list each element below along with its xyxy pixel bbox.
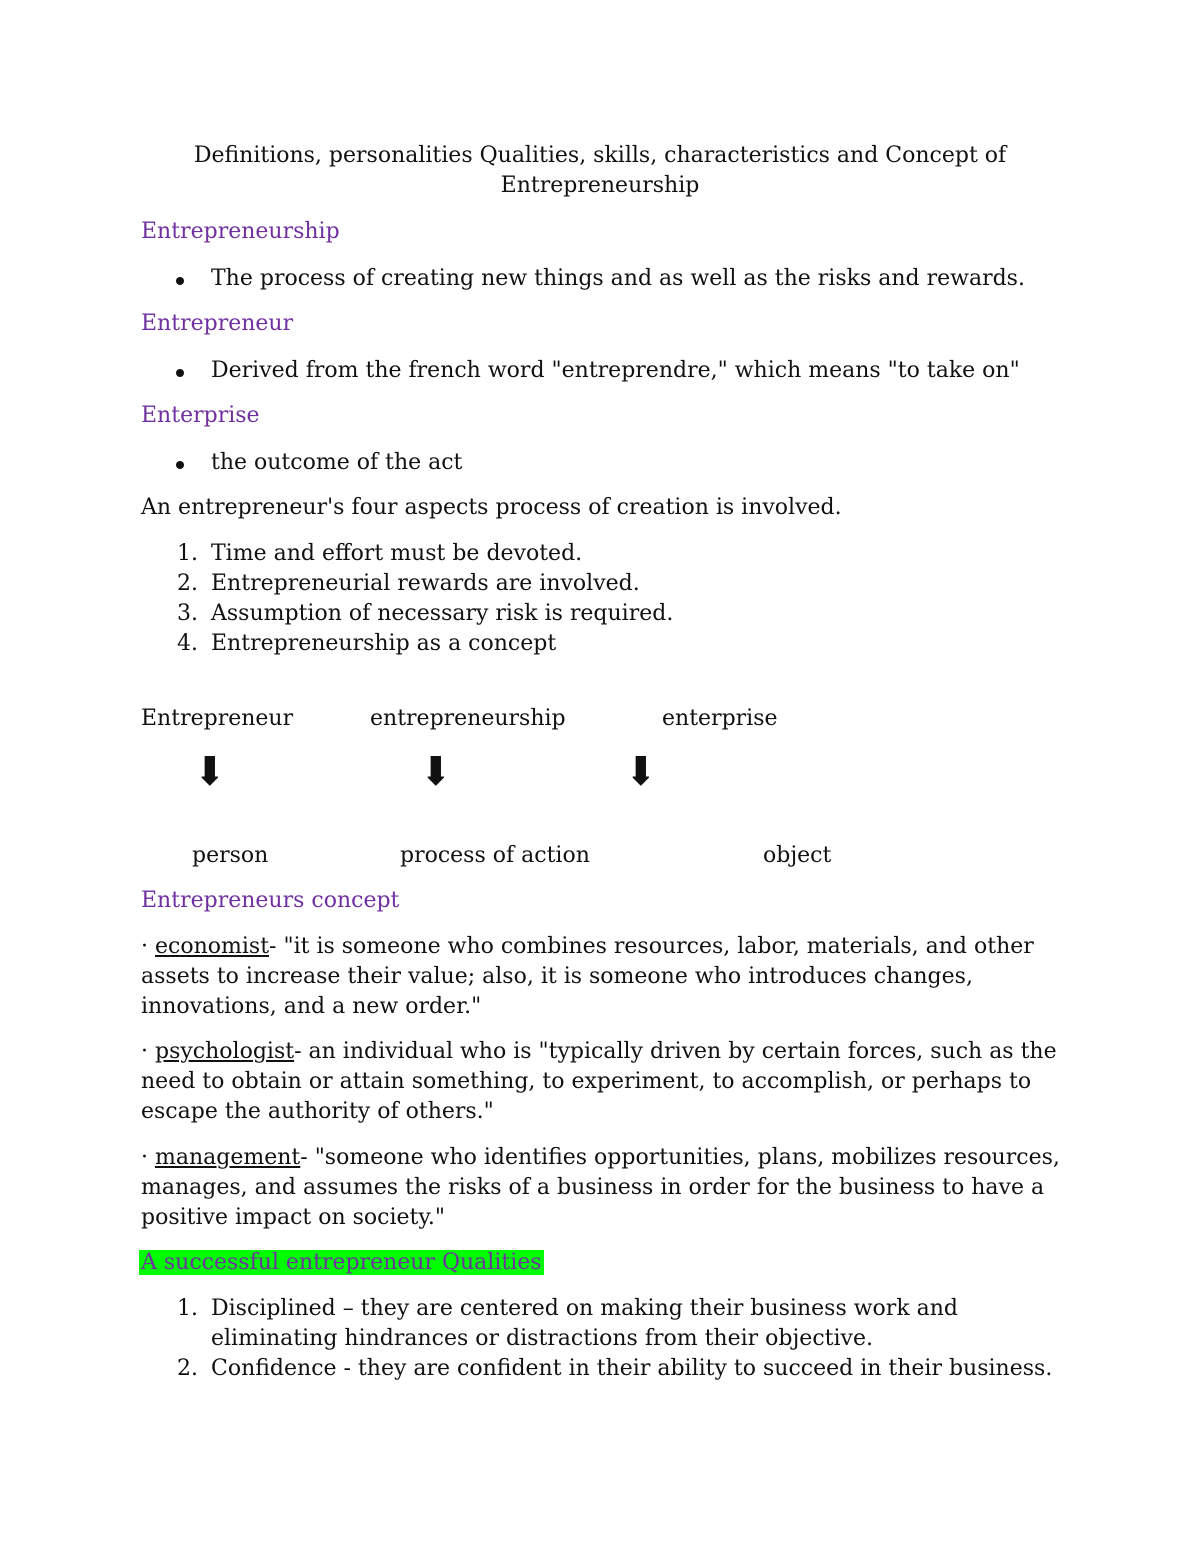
heading-entrepreneurship: Entrepreneurship	[141, 219, 340, 244]
concept-management	[141, 1143, 1071, 1233]
aspects-intro: An entrepreneur's four aspects process of creation is involved.	[141, 495, 842, 520]
definition-entrepreneurship: The process of creating new things and as well as the risks and rewards.	[211, 266, 1025, 291]
diagram-top-label: entrepreneurship	[370, 706, 566, 731]
item-marker: ·	[141, 1145, 148, 1170]
document-title-line2: Entrepreneurship	[500, 173, 700, 198]
qualities-heading	[139, 1248, 544, 1278]
list-item: Disciplined – they are centered on making their business work and eliminating hindrances or distractions from their objective.	[211, 1296, 959, 1351]
term-management: management	[155, 1145, 301, 1170]
diagram-top-label: Entrepreneur	[141, 706, 294, 731]
list-number: 3.	[177, 601, 198, 626]
list-number: 1.	[177, 1296, 198, 1321]
term-psychologist: psychologist	[155, 1039, 295, 1064]
list-item: Assumption of necessary risk is required.	[211, 601, 674, 626]
down-arrow-icon: ⬇	[193, 749, 227, 795]
heading-concept: Entrepreneurs concept	[141, 888, 400, 913]
list-number: 2.	[177, 1356, 198, 1381]
down-arrow-icon: ⬇	[624, 749, 658, 795]
heading-enterprise: Enterprise	[141, 403, 260, 428]
diagram-bottom-label: person	[192, 843, 269, 868]
definition-entrepreneur: Derived from the french word "entreprendre," which means "to take on"	[211, 358, 1020, 383]
concept-psychologist	[141, 1037, 1071, 1127]
definition-enterprise: the outcome of the act	[211, 450, 463, 475]
list-number: 4.	[177, 631, 198, 656]
list-item: Entrepreneurship as a concept	[211, 631, 557, 656]
diagram-top-label: enterprise	[662, 706, 778, 731]
item-marker: ·	[141, 1039, 148, 1064]
item-marker: ·	[141, 934, 148, 959]
definition-text: - "someone who identifies opportunities, plans, mobilizes resources, manages, and assumes the risks of a business in order for the business to have a positive impact on society."	[141, 1145, 1060, 1230]
concept-economist	[141, 932, 1071, 1022]
diagram-bottom-label: object	[763, 843, 832, 868]
document-title-line1: Definitions, personalities Qualities, skills, characteristics and Concept of	[193, 143, 1007, 168]
term-economist: economist	[155, 934, 270, 959]
bullet-icon	[176, 461, 184, 469]
list-number: 1.	[177, 541, 198, 566]
diagram-bottom-label: process of action	[400, 843, 590, 868]
list-item: Confidence - they are confident in their ability to succeed in their business.	[211, 1356, 1053, 1381]
bullet-icon	[176, 277, 184, 285]
list-item: Entrepreneurial rewards are involved.	[211, 571, 640, 596]
definition-text: - "it is someone who combines resources, labor, materials, and other assets to increase their value; also, it is someone who introduces changes, innovations, and a new order."	[141, 934, 1034, 1019]
highlighted-heading: A successful entrepreneur Qualities	[141, 1250, 542, 1275]
bullet-icon	[176, 369, 184, 377]
down-arrow-icon: ⬇	[419, 749, 453, 795]
list-number: 2.	[177, 571, 198, 596]
definition-text: - an individual who is "typically driven by certain forces, such as the need to obtain or attain something, to experiment, to accomplish, or perhaps to escape the authority of others."	[141, 1039, 1057, 1124]
heading-entrepreneur: Entrepreneur	[141, 311, 294, 336]
list-item: Time and effort must be devoted.	[211, 541, 583, 566]
